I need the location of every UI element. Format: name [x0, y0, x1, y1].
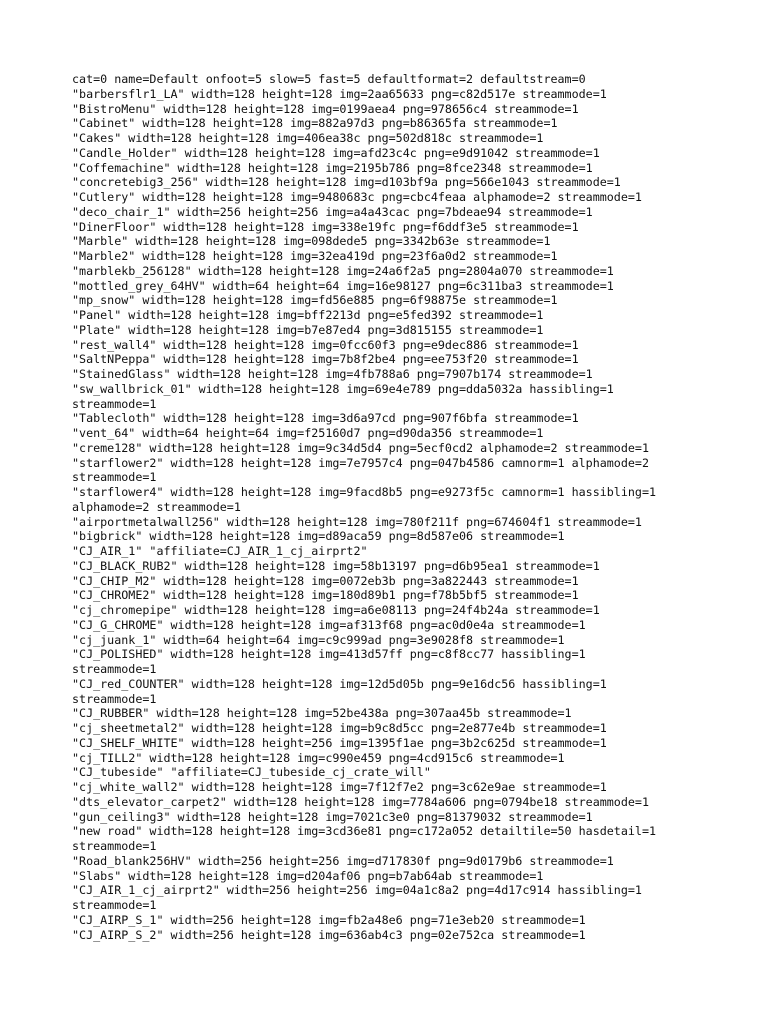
- text-line: "concretebig3_256" width=128 height=128 img=d103bf9a png=566e1043 streammode=1: [72, 175, 621, 190]
- text-line: "Marble2" width=128 height=128 img=32ea419d png=23f6a0d2 streammode=1: [72, 249, 558, 263]
- text-line: "CJ_CHIP_M2" width=128 height=128 img=0072eb3b png=3a822443 streammode=1: [72, 573, 579, 588]
- text-line: "Plate" width=128 height=128 img=b7e87ed4 png=3d815155 streammode=1: [72, 322, 544, 337]
- text-line: "starflower4" width=128 height=128 img=9facd8b5 png=e9273f5c camnorm=1 hassibling=1: [72, 485, 657, 499]
- text-line: "Coffemachine" width=128 height=128 img=2195b786 png=8fce2348 streammode=1: [72, 160, 593, 175]
- document-page: [72, 72, 712, 942]
- text-line: "cj_sheetmetal2" width=128 height=128 img=b9c8d5cc png=2e877e4b streammode=1: [72, 721, 607, 735]
- text-line: "gun_ceiling3" width=128 height=128 img=7021c3e0 png=81379032 streammode=1: [72, 809, 593, 824]
- text-line: "CJ_red_COUNTER" width=128 height=128 img=12d5d05b png=9e16dc56 hassibling=1: [72, 676, 607, 691]
- text-line: "Panel" width=128 height=128 img=bff2213d png=e5fed392 streammode=1: [72, 308, 544, 322]
- text-line: "CJ_BLACK_RUB2" width=128 height=128 img=58b13197 png=d6b95ea1 streammode=1: [72, 558, 600, 573]
- text-line: "BistroMenu" width=128 height=128 img=0199aea4 png=978656c4 streammode=1: [72, 101, 579, 116]
- text-line: "CJ_AIR_1_cj_airprt2" width=256 height=256 img=04a1c8a2 png=4d17c914 hassibling=1: [72, 883, 642, 898]
- text-line: alphamode=2 streammode=1: [72, 499, 241, 514]
- text-line: streammode=1: [72, 396, 157, 411]
- text-line: "vent_64" width=64 height=64 img=f25160d7 png=d90da356 streammode=1: [72, 426, 544, 440]
- text-line: "CJ_POLISHED" width=128 height=128 img=413d57ff png=c8f8cc77 hassibling=1: [72, 647, 586, 662]
- text-line: "CJ_G_CHROME" width=128 height=128 img=af313f68 png=ac0d0e4a streammode=1: [72, 617, 586, 632]
- text-line: streammode=1: [72, 839, 157, 853]
- text-line: "rest_wall4" width=128 height=128 img=0fcc60f3 png=e9dec886 streammode=1: [72, 337, 579, 352]
- text-line: streammode=1: [72, 898, 157, 912]
- text-line: "CJ_CHROME2" width=128 height=128 img=180d89b1 png=f78b5bf5 streammode=1: [72, 588, 579, 603]
- text-line: "airportmetalwall256" width=128 height=128 img=780f211f png=674604f1 streammode=1: [72, 514, 642, 529]
- text-line: "new road" width=128 height=128 img=3cd36e81 png=c172a052 detailtile=50 hasdetail=1: [72, 824, 657, 839]
- text-line: "cj_TILL2" width=128 height=128 img=c990e459 png=4cd915c6 streammode=1: [72, 750, 565, 765]
- text-line: "bigbrick" width=128 height=128 img=d89aca59 png=8d587e06 streammode=1: [72, 529, 565, 544]
- text-line: "Cutlery" width=128 height=128 img=9480683c png=cbc4feaa alphamode=2 streammode=1: [72, 190, 642, 204]
- text-line: cat=0 name=Default onfoot=5 slow=5 fast=5 defaultformat=2 defaultstream=0: [72, 72, 586, 86]
- text-line: "CJ_SHELF_WHITE" width=128 height=256 img=1395f1ae png=3b2c625d streammode=1: [72, 735, 607, 750]
- text-line: "cj_juank_1" width=64 height=64 img=c9c999ad png=3e9028f8 streammode=1: [72, 632, 565, 647]
- text-line: "DinerFloor" width=128 height=128 img=338e19fc png=f6ddf3e5 streammode=1: [72, 219, 579, 234]
- text-line: "mp_snow" width=128 height=128 img=fd56e885 png=6f98875e streammode=1: [72, 293, 558, 308]
- text-line: "starflower2" width=128 height=128 img=7e7957c4 png=047b4586 camnorm=1 alphamode=2: [72, 455, 649, 470]
- text-line: "Tablecloth" width=128 height=128 img=3d6a97cd png=907f6bfa streammode=1: [72, 411, 579, 426]
- text-line: "cj_white_wall2" width=128 height=128 img=7f12f7e2 png=3c62e9ae streammode=1: [72, 780, 607, 794]
- text-line: "creme128" width=128 height=128 img=9c34d5d4 png=5ecf0cd2 alphamode=2 streammode=1: [72, 440, 649, 455]
- text-line: "StainedGlass" width=128 height=128 img=4fb788a6 png=7907b174 streammode=1: [72, 367, 593, 381]
- text-line: streammode=1: [72, 691, 157, 706]
- text-line: "Road_blank256HV" width=256 height=256 img=d717830f png=9d0179b6 streammode=1: [72, 853, 614, 868]
- text-line: "Candle_Holder" width=128 height=128 img=afd23c4c png=e9d91042 streammode=1: [72, 145, 600, 160]
- text-line: "Slabs" width=128 height=128 img=d204af06 png=b7ab64ab streammode=1: [72, 868, 544, 883]
- text-line: "CJ_AIRP_S_1" width=256 height=128 img=fb2a48e6 png=71e3eb20 streammode=1: [72, 912, 586, 927]
- text-line: "dts_elevator_carpet2" width=128 height=128 img=7784a606 png=0794be18 streammode=1: [72, 794, 649, 809]
- text-line: streammode=1: [72, 470, 157, 485]
- text-line: "CJ_tubeside" "affiliate=CJ_tubeside_cj_crate_will": [72, 765, 431, 780]
- text-line: "deco_chair_1" width=256 height=256 img=a4a43cac png=7bdeae94 streammode=1: [72, 204, 593, 219]
- text-line: "marblekb_256128" width=128 height=128 img=24a6f2a5 png=2804a070 streammode=1: [72, 263, 614, 278]
- text-line: "mottled_grey_64HV" width=64 height=64 img=16e98127 png=6c311ba3 streammode=1: [72, 278, 614, 293]
- text-line: "barbersflr1_LA" width=128 height=128 img=2aa65633 png=c82d517e streammode=1: [72, 86, 607, 101]
- text-line: "CJ_AIR_1" "affiliate=CJ_AIR_1_cj_airprt2": [72, 544, 368, 558]
- text-line: "sw_wallbrick_01" width=128 height=128 img=69e4e789 png=dda5032a hassibling=1: [72, 381, 614, 396]
- text-line: "Marble" width=128 height=128 img=098dede5 png=3342b63e streammode=1: [72, 234, 551, 249]
- text-line: "cj_chromepipe" width=128 height=128 img=a6e08113 png=24f4b24a streammode=1: [72, 603, 600, 617]
- text-line: "SaltNPeppa" width=128 height=128 img=7b8f2be4 png=ee753f20 streammode=1: [72, 352, 579, 367]
- text-line: "CJ_AIRP_S_2" width=256 height=128 img=636ab4c3 png=02e752ca streammode=1: [72, 927, 586, 942]
- text-line: "Cakes" width=128 height=128 img=406ea38c png=502d818c streammode=1: [72, 131, 544, 145]
- text-line: "CJ_RUBBER" width=128 height=128 img=52be438a png=307aa45b streammode=1: [72, 706, 572, 721]
- text-line: "Cabinet" width=128 height=128 img=882a97d3 png=b86365fa streammode=1: [72, 116, 558, 131]
- text-line: streammode=1: [72, 662, 157, 676]
